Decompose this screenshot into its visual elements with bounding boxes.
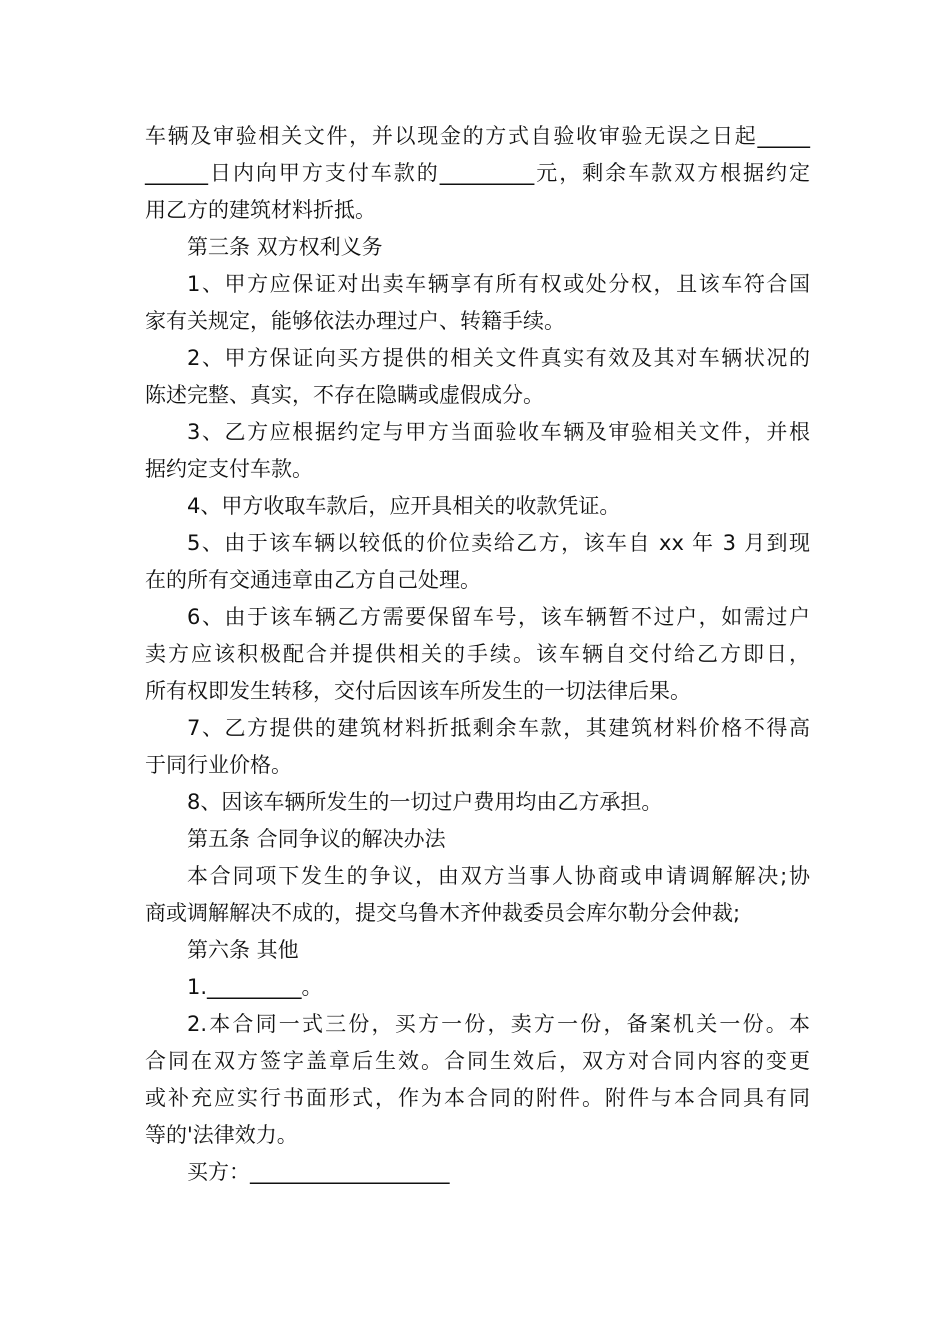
- text-line: 6、由于该车辆乙方需要保留车号，该车辆暂不过户，如需过户: [187, 605, 810, 629]
- text-line: 卖方应该积极配合并提供相关的手续。该车辆自交付给乙方即日，: [145, 642, 810, 666]
- section-heading: 第六条 其他: [187, 938, 299, 962]
- signature-line: 买方：___________________: [187, 1160, 450, 1184]
- text-line: 于同行业价格。: [145, 753, 292, 777]
- text-line: ______日内向甲方支付车款的_________元，剩余车款双方根据约定: [145, 161, 810, 185]
- text-line: 5、由于该车辆以较低的价位卖给乙方，该车自 xx 年 3 月到现: [187, 531, 810, 555]
- text-line: 7、乙方提供的建筑材料折抵剩余车款，其建筑材料价格不得高: [187, 716, 810, 740]
- text-line: 陈述完整、真实，不存在隐瞒或虚假成分。: [145, 383, 544, 407]
- text-line: 1、甲方应保证对出卖车辆享有所有权或处分权，且该车符合国: [187, 272, 810, 296]
- text-line: 商或调解解决不成的，提交乌鲁木齐仲裁委员会库尔勒分会仲裁;: [145, 901, 741, 925]
- section-heading: 第五条 合同争议的解决办法: [187, 827, 446, 851]
- text-line: 或补充应实行书面形式，作为本合同的附件。附件与本合同具有同: [145, 1086, 810, 1110]
- section-heading: 第三条 双方权利义务: [187, 235, 383, 259]
- text-line: 车辆及审验相关文件，并以现金的方式自验收审验无误之日起_____: [145, 124, 810, 148]
- text-line: 在的所有交通违章由乙方自己处理。: [145, 568, 481, 592]
- text-line: 所有权即发生转移，交付后因该车所发生的一切法律后果。: [145, 679, 691, 703]
- text-line: 本合同项下发生的争议，由双方当事人协商或申请调解解决;协: [187, 864, 810, 888]
- text-line: 2.本合同一式三份，买方一份，卖方一份，备案机关一份。本: [187, 1012, 810, 1036]
- text-line: 3、乙方应根据约定与甲方当面验收车辆及审验相关文件，并根: [187, 420, 810, 444]
- text-line: 1._________。: [187, 975, 323, 999]
- text-line: 4、甲方收取车款后，应开具相关的收款凭证。: [187, 494, 621, 518]
- text-line: 据约定支付车款。: [145, 457, 313, 481]
- text-line: 用乙方的建筑材料折抵。: [145, 198, 376, 222]
- text-line: 合同在双方签字盖章后生效。合同生效后，双方对合同内容的变更: [145, 1049, 810, 1073]
- text-line: 家有关规定，能够依法办理过户、转籍手续。: [145, 309, 565, 333]
- text-line: 2、甲方保证向买方提供的相关文件真实有效及其对车辆状况的: [187, 346, 810, 370]
- text-line: 等的'法律效力。: [145, 1123, 298, 1147]
- document-body: [145, 118, 810, 1191]
- text-line: 8、因该车辆所发生的一切过户费用均由乙方承担。: [187, 790, 663, 814]
